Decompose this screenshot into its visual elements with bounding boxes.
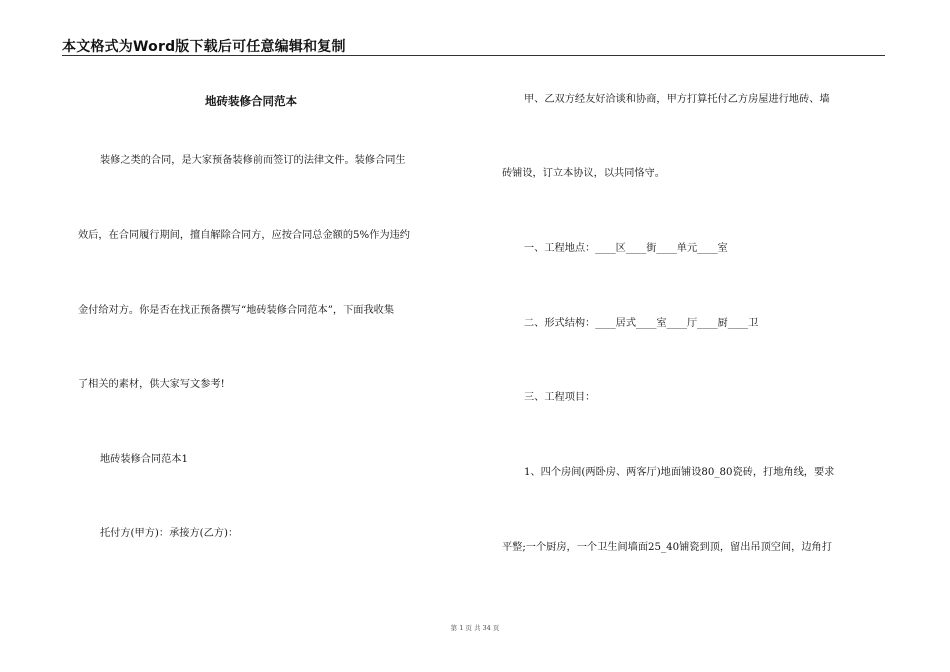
paragraph-line: 平整;一个厨房，一个卫生间墙面25_40铺瓷到顶，留出吊顶空间，边角打 <box>502 542 832 553</box>
page-header: 本文格式为Word版下载后可任意编辑和复制 <box>62 39 346 55</box>
paragraph-line: 效后，在合同履行期间，擅自解除合同方，应按合同总金额的5%作为违约 <box>78 230 410 241</box>
page-number: 第 1 页 共 34 页 <box>450 624 500 632</box>
paragraph-line: 1、四个房间(两卧房、两客厅)地面铺设80_80瓷砖，打地角线，要求 <box>524 467 835 478</box>
paragraph-line: 三、工程项目： <box>524 392 596 403</box>
paragraph-line: 托付方(甲方)：承接方(乙方)： <box>100 528 239 539</box>
document-title: 地砖装修合同范本 <box>205 94 297 108</box>
paragraph-line: 二、形式结构：____居式____室____厅____厨____卫 <box>524 318 759 329</box>
paragraph-line: 甲、乙双方经友好洽谈和协商，甲方打算托付乙方房屋进行地砖、墙 <box>524 94 830 105</box>
paragraph-line: 金付给对方。你是否在找正预备撰写“地砖装修合同范本”，下面我收集 <box>78 305 395 316</box>
paragraph-line: 装修之类的合同，是大家预备装修前而签订的法律文件。装修合同生 <box>100 155 406 166</box>
paragraph-line: 砖铺设，订立本协议，以共同恪守。 <box>502 168 665 179</box>
paragraph-line: 了相关的素材，供大家写文参考! <box>78 379 225 390</box>
header-divider <box>62 55 885 56</box>
paragraph-line: 一、工程地点：____区____街____单元____室 <box>524 243 728 254</box>
section-heading: 地砖装修合同范本1 <box>100 454 188 465</box>
